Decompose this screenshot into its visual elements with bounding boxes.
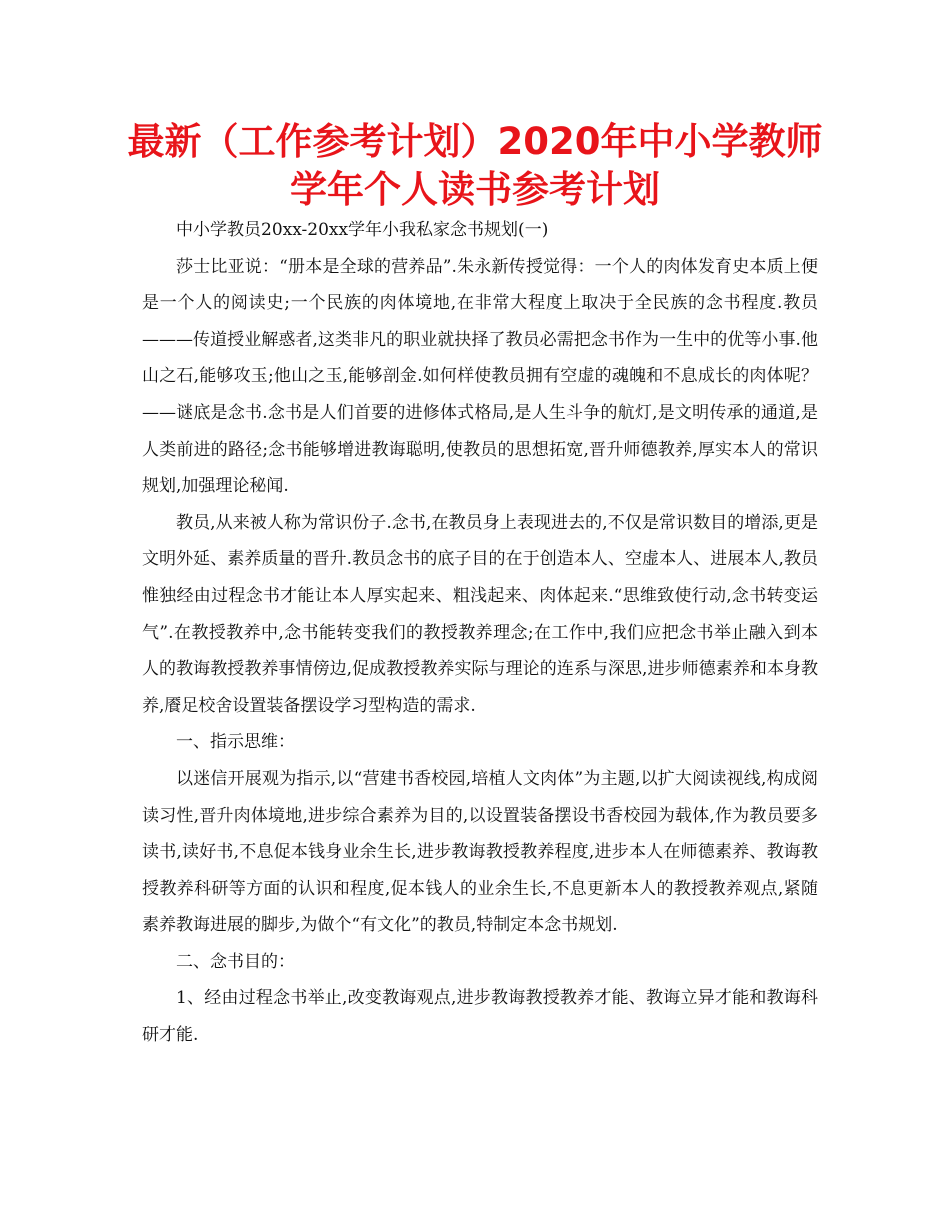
document-title [100, 118, 850, 214]
body-paragraph: 以迷信开展观为指示,以“营建书香校园,培植人文肉体”为主题,以扩大阅读视线,构成阅读习性,晋升肉体境地,进步综合素养为目的,以设置装备摆设书香校园为载体,作为教员要多读书,读好书,不息促本钱身业余生长,进步教诲教授教养程度,进步本人在师德素养、教诲教授教养科研等方面的认识和程度,促本钱人的业余生长,不息更新本人的教授教养观点,紧随素养教诲进展的脚步,为做个“有文化”的教员,特制定本念书规划. [142, 768, 818, 936]
body-paragraph: 教员,从来被人称为常识份子.念书,在教员身上表现进去的,不仅是常识数目的增添,更是文明外延、素养质量的晋升.教员念书的底子目的在于创造本人、空虚本人、进展本人,教员惟独经由过程念书才能让本人厚实起来、粗浅起来、肉体起来.“思维致使行动,念书转变运气”.在教授教养中,念书能转变我们的教授教养理念;在工作中,我们应把念书举止融入到本人的教诲教授教养事情傍边,促成教授教养实际与理论的连系与深思,进步师德素养和本身教养,餍足校舍设置装备摆设学习型构造的需求. [142, 512, 818, 716]
body-paragraph: 莎士比亚说：“册本是全球的营养品”.朱永新传授觉得：一个人的肉体发育史本质上便是一个人的阅读史;一个民族的肉体境地,在非常大程度上取决于全民族的念书程度.教员———传道授业解惑者,这类非凡的职业就抉择了教员必需把念书作为一生中的优等小事.他山之石,能够攻玉;他山之玉,能够剖金.如何样使教员拥有空虚的魂魄和不息成长的肉体呢？——谜底是念书.念书是人们首要的进修体式格局,是人生斗争的航灯,是文明传承的通道,是人类前进的路径;念书能够增进教诲聪明,使教员的思想拓宽,晋升师德教养,厚实本人的常识规划,加强理论秘闻. [142, 256, 818, 497]
subtitle-paragraph: 中小学教员20xx-20xx学年小我私家念书规划(一) [176, 220, 549, 240]
title-line-1: 最新（工作参考计划）2020年中小学教师 [127, 120, 823, 163]
section-heading: 二、念书目的： [176, 951, 295, 972]
section-heading: 一、指示思维： [176, 732, 295, 753]
document-body [142, 212, 818, 1054]
body-paragraph: 1、经由过程念书举止,改变教诲观点,进步教诲教授教养才能、教诲立异才能和教诲科研才能. [142, 988, 818, 1046]
title-line-2: 学年个人读书参考计划 [290, 168, 660, 211]
